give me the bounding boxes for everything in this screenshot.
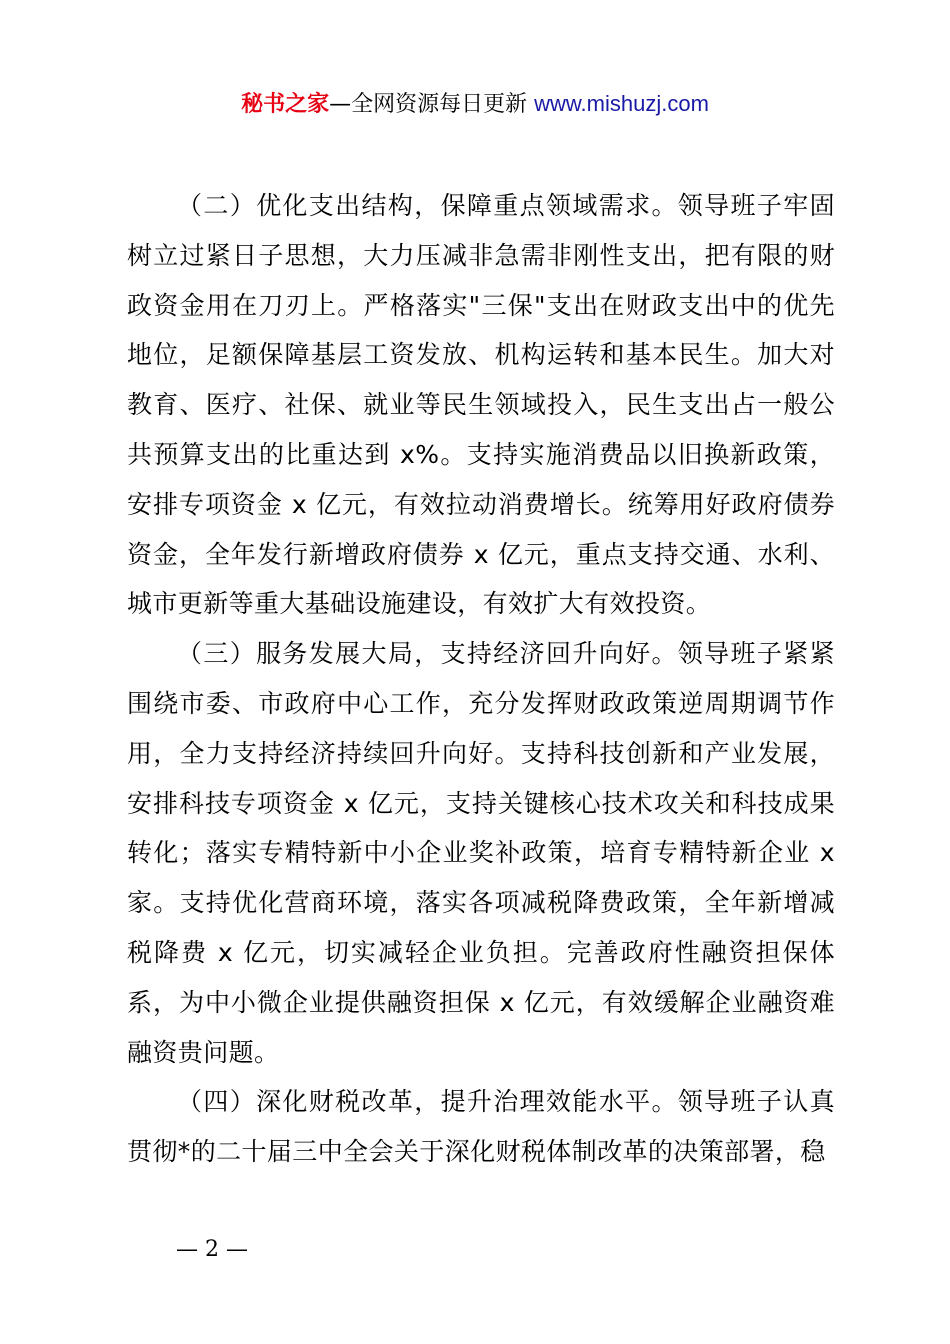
site-url[interactable]: www.mishuzj.com: [534, 91, 709, 116]
site-tagline: —全网资源每日更新: [329, 92, 535, 117]
paragraph-section-2: （二）优化支出结构，保障重点领域需求。领导班子牢固树立过紧日子思想，大力压减非急需非刚性支出，把有限的财政资金用在刀刃上。严格落实"三保"支出在财政支出中的优先地位，足额保障基层工资发放、机构运转和基本民生。加大对教育、医疗、社保、就业等民生领域投入，民生支出占一般公共预算支出的比重达到 x%。支持实施消费品以旧换新政策，安排专项资金 x 亿元，有效拉动消费增长。统筹用好政府债券资金，全年发行新增政府债券 x 亿元，重点支持交通、水利、城市更新等重大基础设施建设，有效扩大有效投资。: [127, 191, 835, 619]
paragraph-section-3: （三）服务发展大局，支持经济回升向好。领导班子紧紧围绕市委、市政府中心工作，充分发挥财政政策逆周期调节作用，全力支持经济持续回升向好。支持科技创新和产业发展，安排科技专项资金 x 亿元，支持关键核心技术攻关和科技成果转化；落实专精特新中小企业奖补政策，培育专精特新企业 x 家。支持优化营商环境，落实各项减税降费政策，全年新增减税降费 x 亿元，切实减轻企业负担。完善政府性融资担保体系，为中小微企业提供融资担保 x 亿元，有效缓解企业融资难融资贵问题。: [127, 639, 835, 1067]
document-body: [127, 181, 835, 1177]
site-brand: 秘书之家: [241, 92, 330, 117]
paragraph-section-4: （四）深化财税改革，提升治理效能水平。领导班子认真贯彻*的二十届三中全会关于深化财税体制改革的决策部署，稳: [127, 1087, 835, 1167]
page-number: — 2 —: [176, 1237, 248, 1262]
site-header: [0, 86, 950, 123]
